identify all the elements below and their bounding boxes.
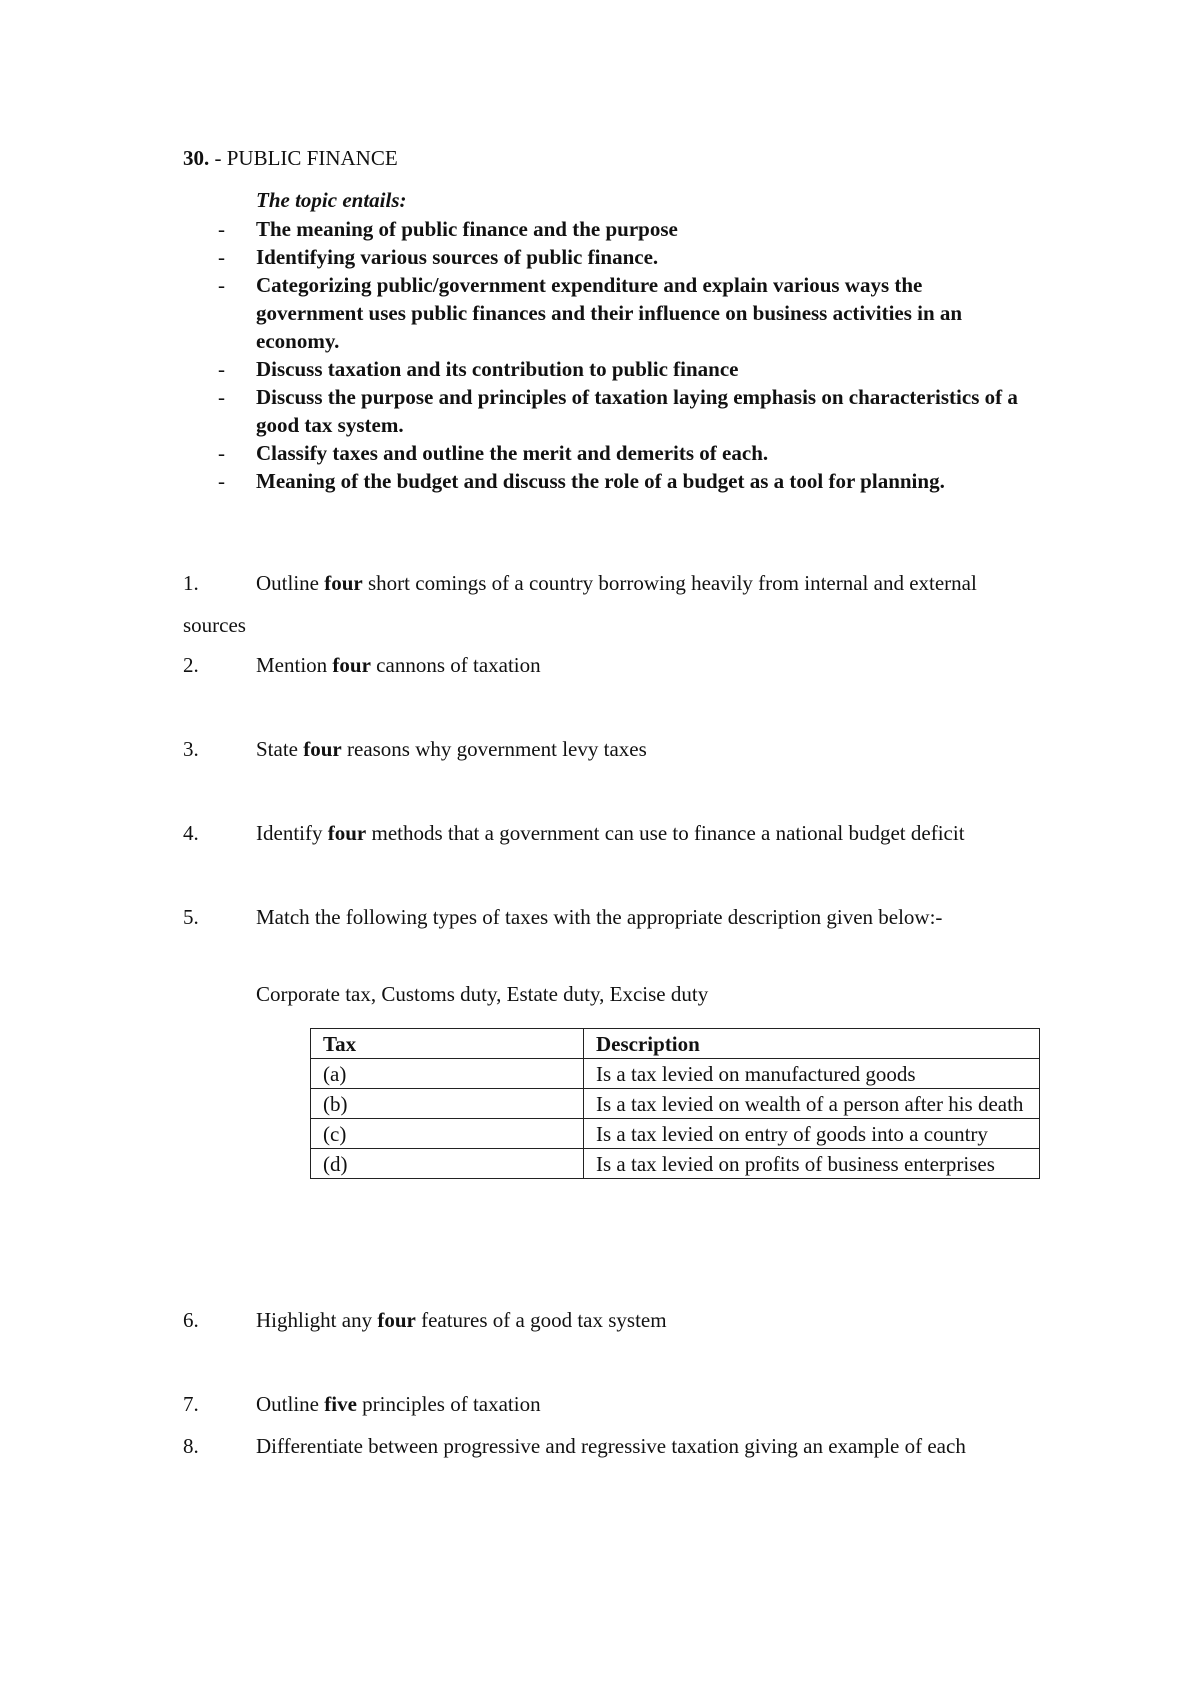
table-header-row <box>311 1029 1040 1059</box>
topic-item: - Discuss taxation and its contribution to public finance <box>218 357 739 381</box>
tax-match-table <box>310 1028 1040 1179</box>
table-row: (d) Is a tax levied on profits of business enterprises <box>311 1149 1040 1179</box>
topic-item: - Categorizing public/government expenditure and explain various ways the government uses public finances and their influence on business activities in an economy. <box>218 273 963 353</box>
topic-item: - Meaning of the budget and discuss the role of a budget as a tool for planning. <box>218 469 945 493</box>
section-heading <box>183 146 398 171</box>
section-title: - PUBLIC FINANCE <box>214 146 398 170</box>
topic-list <box>218 215 1018 495</box>
table-row: (a) Is a tax levied on manufactured goods <box>311 1059 1040 1089</box>
topic-item: - Discuss the purpose and principles of taxation laying emphasis on characteristics of a good tax system. <box>218 385 1018 437</box>
bullet-dash: - <box>218 273 225 297</box>
question-2: 2. Mention four cannons of taxation <box>183 653 541 677</box>
topic-item: - Classify taxes and outline the merit and demerits of each. <box>218 441 769 465</box>
question-1: 1. Outline four short comings of a country borrowing heavily from internal and external sources <box>183 571 977 637</box>
section-number: 30. <box>183 146 210 170</box>
question-6: 6. Highlight any four features of a good tax system <box>183 1308 667 1332</box>
bullet-dash: - <box>218 441 225 465</box>
bullet-dash: - <box>218 217 225 241</box>
bullet-dash: - <box>218 357 225 381</box>
tax-types-list: Corporate tax, Customs duty, Estate duty, Excise duty <box>256 982 709 1006</box>
question-8: 8. Differentiate between progressive and regressive taxation giving an example of each <box>183 1434 966 1458</box>
bullet-dash: - <box>218 245 225 269</box>
topic-item: - Identifying various sources of public finance. <box>218 245 659 269</box>
table-row: (b) Is a tax levied on wealth of a person after his death <box>311 1089 1040 1119</box>
bullet-dash: - <box>218 469 225 493</box>
bullet-dash: - <box>218 385 225 409</box>
topic-intro: The topic entails: <box>256 188 407 212</box>
table-header-tax: Tax <box>311 1029 584 1059</box>
question-4: 4. Identify four methods that a government can use to finance a national budget deficit <box>183 821 965 845</box>
topic-item: - The meaning of public finance and the purpose <box>218 217 678 241</box>
table-header-description: Description <box>584 1029 1040 1059</box>
table-row: (c) Is a tax levied on entry of goods into a country <box>311 1119 1040 1149</box>
question-7: 7. Outline five principles of taxation <box>183 1392 541 1416</box>
question-5: 5. Match the following types of taxes with the appropriate description given below:- <box>183 905 943 929</box>
question-3: 3. State four reasons why government levy taxes <box>183 737 647 761</box>
